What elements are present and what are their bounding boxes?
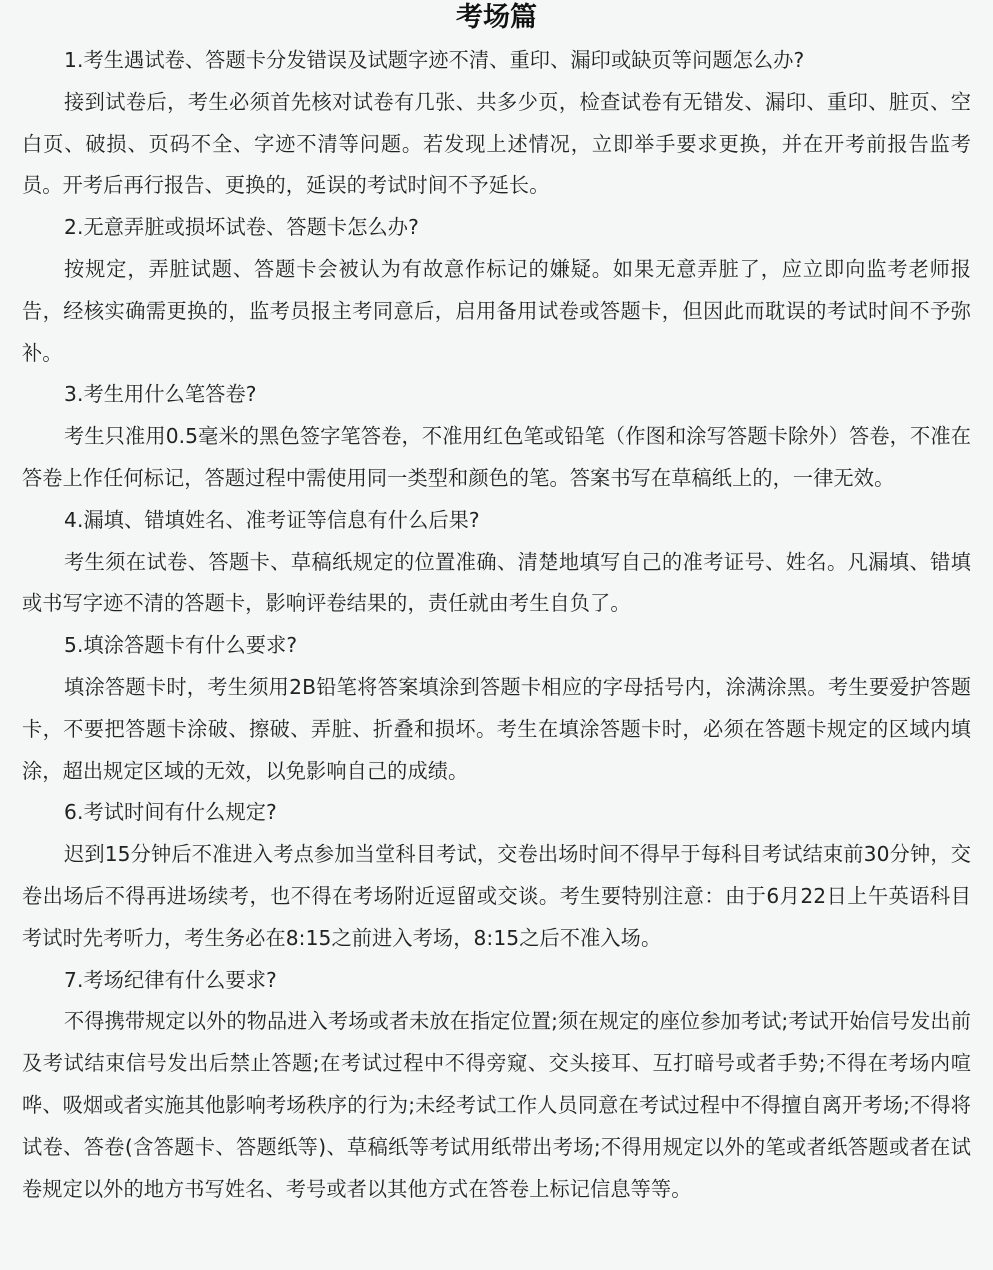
section-2 [22, 207, 971, 374]
question-5: 5.填涂答题卡有什么要求? [64, 633, 298, 658]
answer-4: 考生须在试卷、答题卡、草稿纸规定的位置准确、清楚地填写自己的准考证号、姓名。凡漏填、错填或书写字迹不清的答题卡，影响评卷结果的，责任就由考生自负了。 [22, 549, 971, 616]
section-3 [22, 374, 971, 499]
section-4 [22, 500, 971, 625]
answer-7: 不得携带规定以外的物品进入考场或者未放在指定位置;须在规定的座位参加考试;考试开始信号发出前及考试结束信号发出后禁止答题;在考试过程中不得旁窥、交头接耳、互打暗号或者手势;不得在考场内喧哗、吸烟或者实施其他影响考场秩序的行为;未经考试工作人员同意在考试过程中不得擅自离开考场;不得将试卷、答卷(含答题卡、答题纸等)、草稿纸等考试用纸带出考场;不得用规定以外的笔或者纸答题或者在试卷规定以外的地方书写姓名、考号或者以其他方式在答卷上标记信息等等。 [22, 1009, 971, 1201]
question-1: 1.考生遇试卷、答题卡分发错误及试题字迹不清、重印、漏印或缺页等问题怎么办? [64, 48, 805, 72]
answer-3: 考生只准用0.5毫米的黑色签字笔答卷，不准用红色笔或铅笔（作图和涂写答题卡除外）答卷，不准在答卷上作任何标记，答题过程中需使用同一类型和颜色的笔。答案书写在草稿纸上的，一律无效。 [22, 424, 971, 490]
question-2: 2.无意弄脏或损坏试卷、答题卡怎么办? [64, 215, 419, 240]
answer-6: 迟到15分钟后不准进入考点参加当堂科目考试，交卷出场时间不得早于每科目考试结束前30分钟，交卷出场后不得再进场续考，也不得在考场附近逗留或交谈。考生要特别注意：由于6月22日上午英语科目考试时先考听力，考生务必在8:15之前进入考场，8:15之后不准入场。 [22, 842, 971, 950]
page-title: 考场篇 [456, 2, 537, 33]
question-6: 6.考试时间有什么规定? [64, 800, 277, 825]
question-7: 7.考场纪律有什么要求? [64, 967, 277, 992]
section-5 [22, 625, 971, 792]
question-3: 3.考生用什么笔答卷? [64, 382, 257, 407]
question-4: 4.漏填、错填姓名、准考证等信息有什么后果? [64, 507, 480, 532]
section-7 [22, 960, 971, 1211]
answer-5: 填涂答题卡时，考生须用2B铅笔将答案填涂到答题卡相应的字母括号内，涂满涂黑。考生要爱护答题卡，不要把答题卡涂破、擦破、弄脏、折叠和损坏。考生在填涂答题卡时，必须在答题卡规定的区域内填涂，超出规定区域的无效，以免影响自己的成绩。 [22, 674, 971, 783]
answer-1: 接到试卷后，考生必须首先核对试卷有几张、共多少页，检查试卷有无错发、漏印、重印、脏页、空白页、破损、页码不全、字迹不清等问题。若发现上述情况，立即举手要求更换，并在开考前报告监考员。开考后再行报告、更换的，延误的考试时间不予延长。 [22, 89, 971, 198]
section-1 [22, 40, 971, 207]
section-6 [22, 792, 971, 959]
answer-2: 按规定，弄脏试题、答题卡会被认为有故意作标记的嫌疑。如果无意弄脏了，应立即向监考老师报告，经核实确需更换的，监考员报主考同意后，启用备用试卷或答题卡，但因此而耽误的考试时间不予弥补。 [22, 256, 971, 365]
